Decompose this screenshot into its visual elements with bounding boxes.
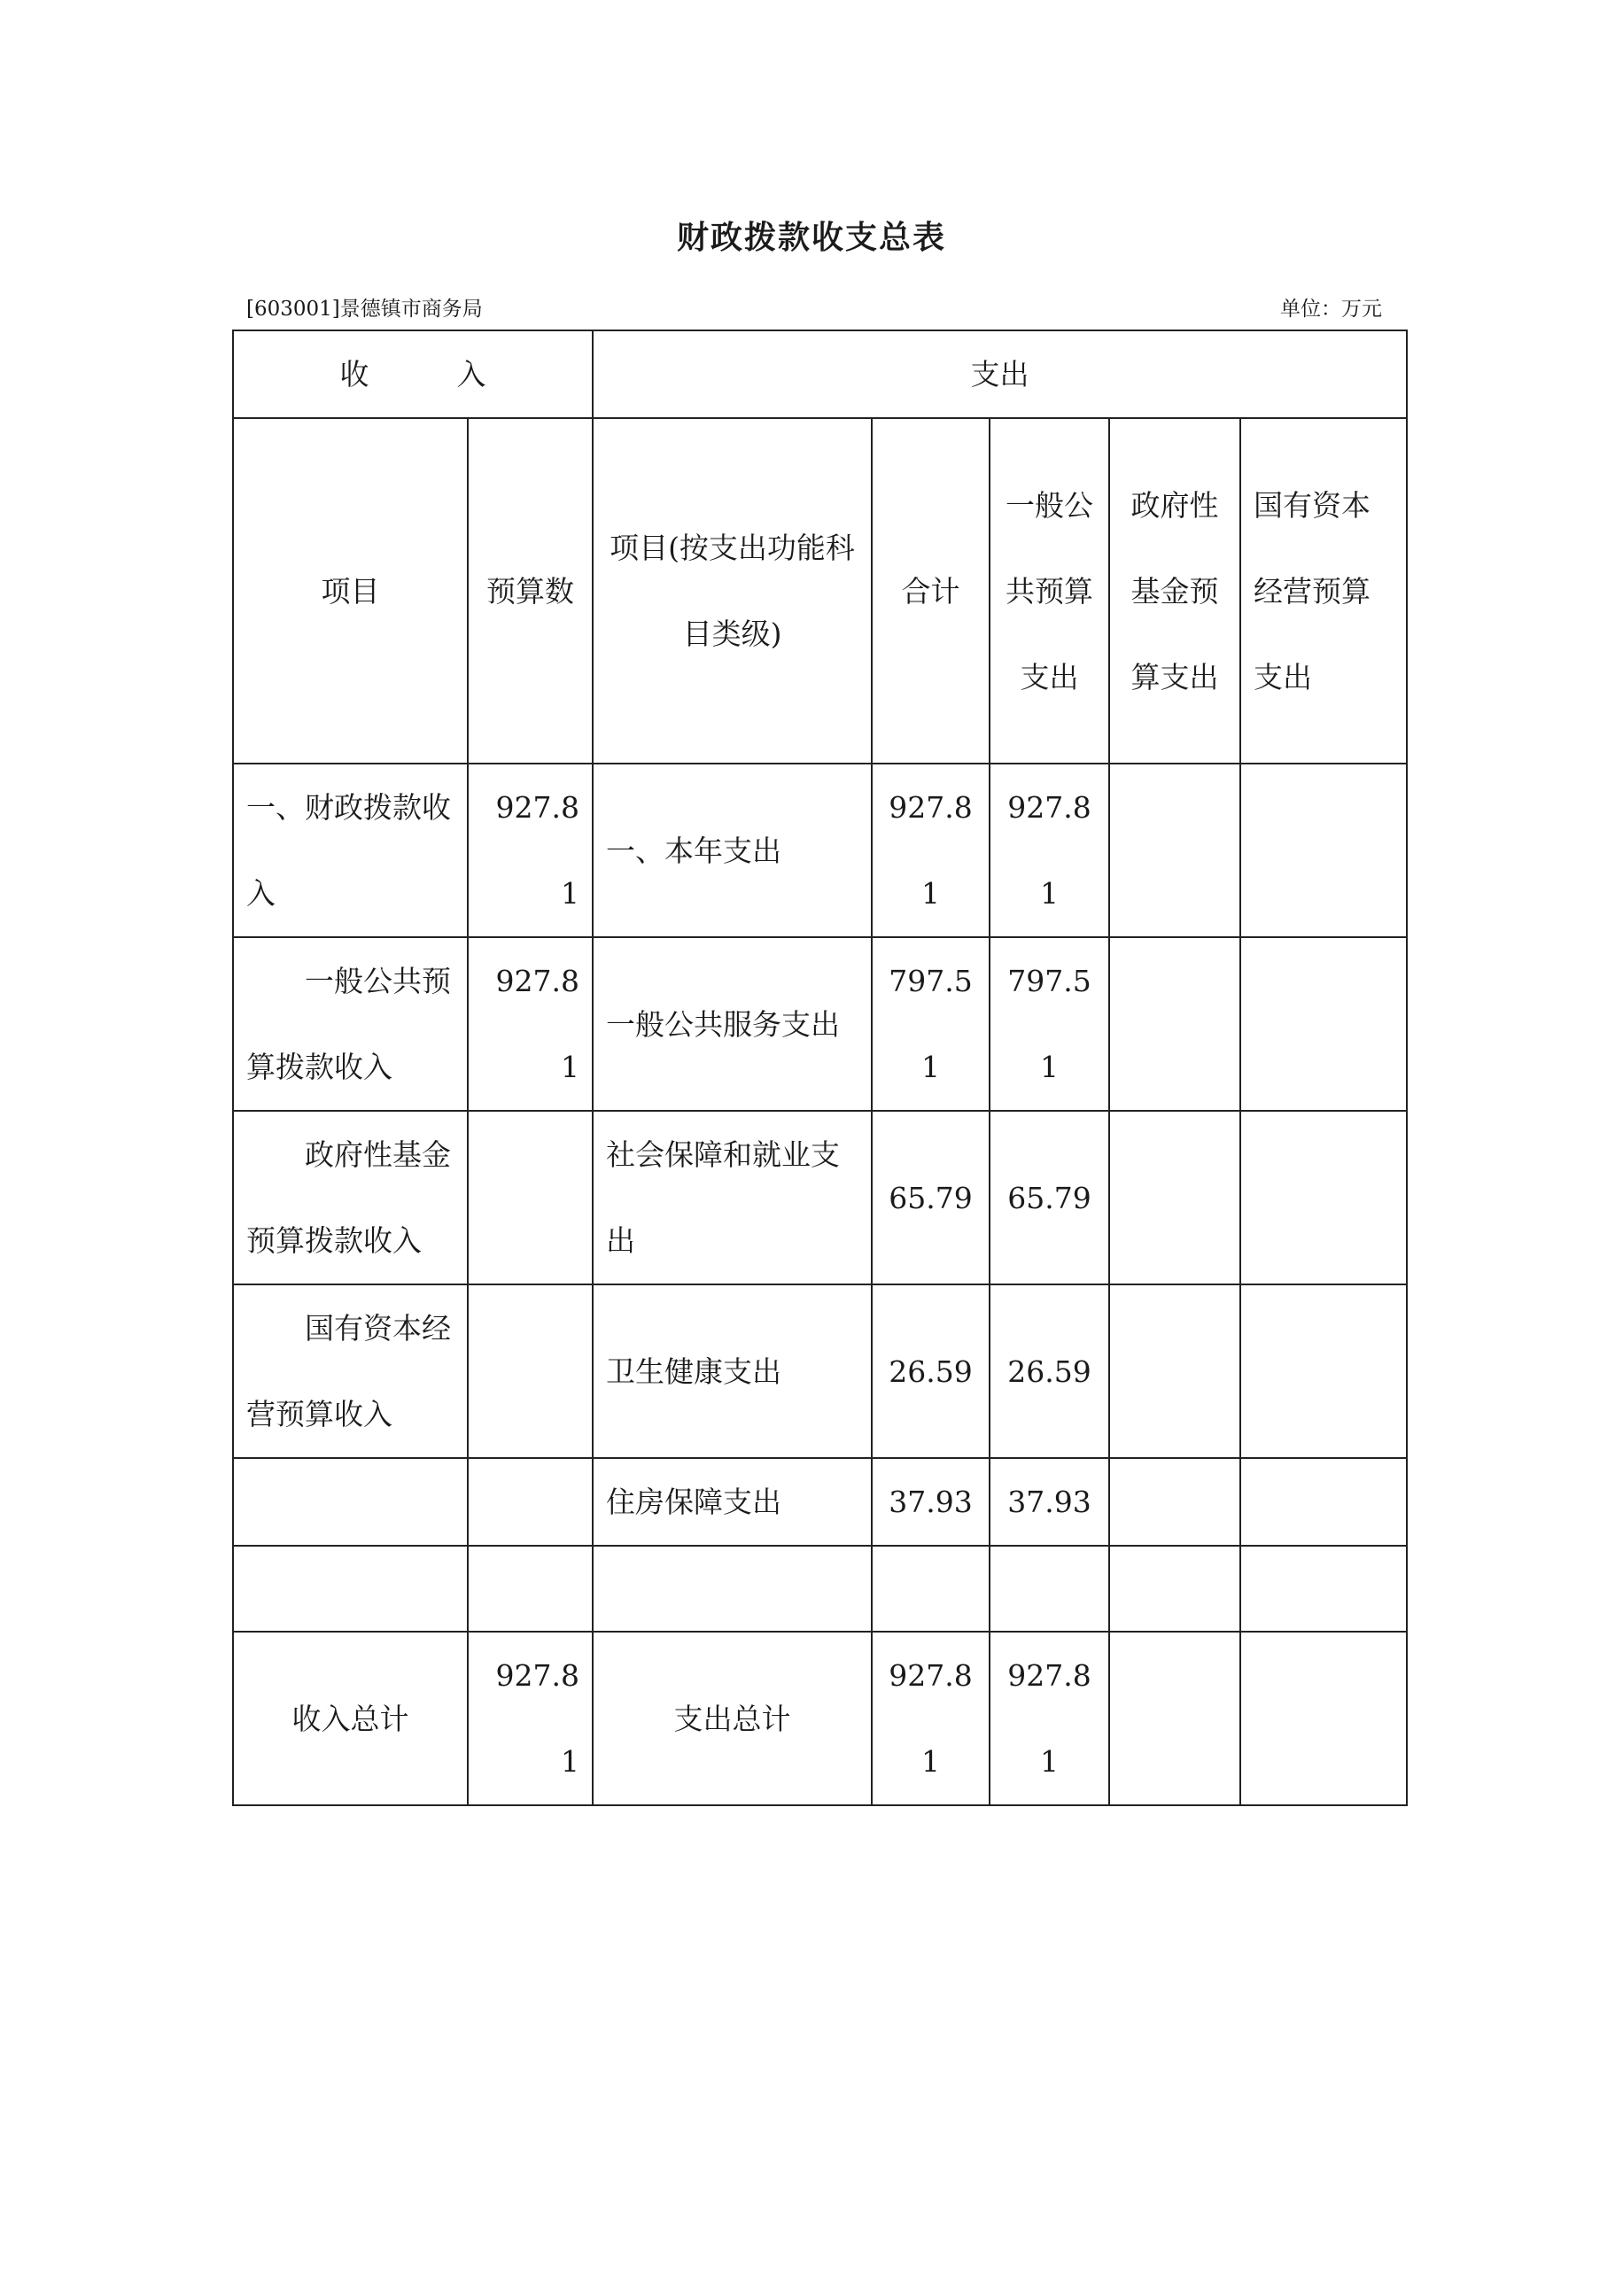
col-header-general: 一般公共预算支出 (990, 418, 1109, 764)
expense-general-value: 927.81 (990, 1632, 1109, 1805)
row-exp-item: 社会保障和就业支出 (593, 1111, 872, 1284)
table-row (233, 1111, 1407, 1284)
row-fund (1109, 1111, 1240, 1284)
table-row (233, 1284, 1407, 1458)
row-total: 26.59 (872, 1284, 990, 1458)
row-exp-item (593, 1546, 872, 1632)
row-state (1240, 1458, 1407, 1546)
row-general: 26.59 (990, 1284, 1109, 1458)
row-budget (468, 1546, 593, 1632)
expense-total-value: 927.81 (872, 1632, 990, 1805)
row-state (1240, 1111, 1407, 1284)
header-row-columns (233, 418, 1407, 764)
table-row (233, 1546, 1407, 1632)
row-item: 一、财政拨款收入 (233, 764, 468, 937)
table-row (233, 937, 1407, 1111)
income-total-value: 927.81 (468, 1632, 593, 1805)
row-general (990, 1546, 1109, 1632)
row-budget: 927.81 (468, 937, 593, 1111)
row-budget: 927.81 (468, 764, 593, 937)
row-exp-item: 住房保障支出 (593, 1458, 872, 1546)
row-item (233, 1546, 468, 1632)
income-total-label: 收入总计 (233, 1632, 468, 1805)
row-exp-item: 一般公共服务支出 (593, 937, 872, 1111)
income-header: 收 入 (233, 330, 593, 418)
totals-row (233, 1632, 1407, 1805)
row-state (1240, 1546, 1407, 1632)
row-total: 797.51 (872, 937, 990, 1111)
row-exp-item: 卫生健康支出 (593, 1284, 872, 1458)
row-budget (468, 1458, 593, 1546)
row-fund (1109, 1284, 1240, 1458)
row-fund (1109, 1546, 1240, 1632)
organization-label: [603001]景德镇市商务局 (246, 298, 483, 321)
row-budget (468, 1111, 593, 1284)
col-header-total: 合计 (872, 418, 990, 764)
unit-label: 单位：万元 (1280, 298, 1382, 321)
row-total: 37.93 (872, 1458, 990, 1546)
col-header-item: 项目 (233, 418, 468, 764)
expense-state-value (1240, 1632, 1407, 1805)
col-header-state: 国有资本经营预算支出 (1240, 418, 1407, 764)
row-exp-item: 一、本年支出 (593, 764, 872, 937)
expense-header: 支出 (593, 330, 1407, 418)
col-header-budget: 预算数 (468, 418, 593, 764)
row-fund (1109, 937, 1240, 1111)
row-item: 政府性基金预算拨款收入 (233, 1111, 468, 1284)
row-item (233, 1458, 468, 1546)
row-item: 国有资本经营预算收入 (233, 1284, 468, 1458)
row-fund (1109, 1458, 1240, 1546)
row-state (1240, 764, 1407, 937)
row-general: 65.79 (990, 1111, 1109, 1284)
header-row-top (233, 330, 1407, 418)
row-total: 65.79 (872, 1111, 990, 1284)
expense-fund-value (1109, 1632, 1240, 1805)
row-state (1240, 937, 1407, 1111)
page-title: 财政拨款收支总表 (676, 219, 946, 256)
table-row (233, 764, 1407, 937)
row-state (1240, 1284, 1407, 1458)
row-total (872, 1546, 990, 1632)
col-header-exp-item: 项目(按支出功能科目类级) (593, 418, 872, 764)
table-row (233, 1458, 1407, 1546)
row-fund (1109, 764, 1240, 937)
row-general: 927.81 (990, 764, 1109, 937)
row-item: 一般公共预算拨款收入 (233, 937, 468, 1111)
expense-total-label: 支出总计 (593, 1632, 872, 1805)
row-total: 927.81 (872, 764, 990, 937)
row-budget (468, 1284, 593, 1458)
col-header-fund: 政府性基金预算支出 (1109, 418, 1240, 764)
row-general: 37.93 (990, 1458, 1109, 1546)
row-general: 797.51 (990, 937, 1109, 1111)
budget-table (232, 330, 1408, 1806)
